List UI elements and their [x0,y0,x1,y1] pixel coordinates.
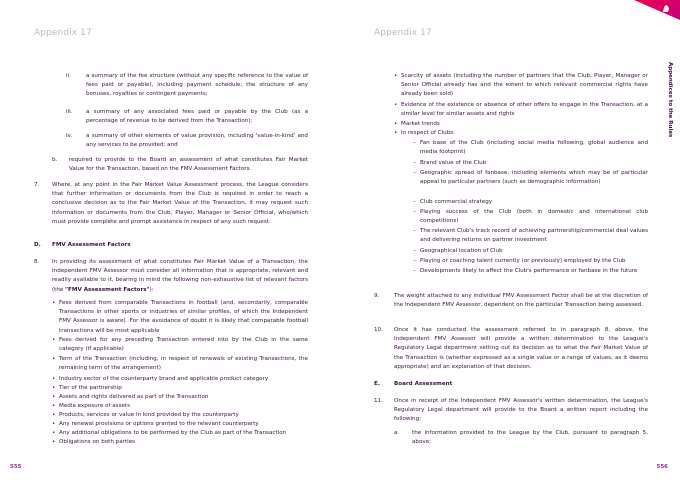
dash-item: – Fan base of the Club (including social media following, global audience and media footprint) [413,140,648,156]
para11-text: Once in receipt of the Independent FMV Assessor's written determination, the League's Regulatory Legal department will provide to the Board a written report including the following: [394,398,648,423]
list-item: • Scarcity of assets (including the number of partners that the Club, Player, Manager or Senior Official already has and the extent to which relevant commercial rights have already been sold) [394,73,648,98]
dash-item: – Brand value of the Club [413,160,487,166]
right-page-header: Appendix 17 [374,28,432,38]
list-item: • In respect of Clubs: [394,130,456,136]
section-side-tab [662,62,678,222]
list-item: • Fees derived for any preceding Transaction entered into by the Club in the same category (if applicable) [52,337,308,353]
side-tab-label: Appendices to the Rules [667,62,673,138]
left-page-header: Appendix 17 [34,28,92,38]
para7-number: 7. [34,182,40,188]
list-item: • Evidence of the existence or absence of other offers to engage in the Transaction, at a similar level for similar assets and rights [394,102,648,118]
dash-item: – Geographic spread of fanbase, including elements which may be of particular appeal to particular partners (such as demographic information) [413,170,648,186]
para10-text: Once it has conducted the assessment referred to in paragraph 8, above, the Independent FMV Assessor will provide a written determination to the League's Regulatory Legal department setting out its decision as to what the Fair Market Value of the Transaction is (whether expressed as a single value or a range of values, as it deems appropriate) and an explanation of that decision. [394,327,648,370]
para11-number: 11. [374,398,383,404]
item-b-text: required to provide to the Board an assessment of what constitutes Fair Market Value for the Transaction, based on the FMV Assessment Factors. [69,157,308,173]
section-e-number: E. [374,381,380,387]
sub-item-number: ii. [66,73,71,79]
sub-item-text: a summary of any associated fees paid or payable by the Club (as a percentage of revenue to be derived from the Transaction); [86,109,308,125]
list-item: • Assets and rights delivered as part of the Transaction [52,394,209,400]
list-item: • Media exposure of assets [52,403,131,409]
lion-crest-icon [660,3,672,15]
right-page [340,0,680,483]
list-item: • Any additional obligations to be performed by the Club as part of the Transaction [52,430,287,436]
list-item: • Obligations on both parties [52,439,136,445]
dash-item: – Geographical location of Club [413,248,503,254]
para8-text: In providing its assessment of what constitutes Fair Market Value of a Transaction, the Independent FMV Assessor must consider all information that is appropriate, relevant and readily available to it, bearing in mind the following non-exhaustive list of relevant factors (the "FMV Assessment Factors"): [52,259,308,293]
list-item: • Industry sector of the counterparty brand and applicable product category [52,376,269,382]
para9-text: The weight attached to any individual FMV Assessment Factor shall be at the discretion of the Independent FMV Assessor, dependent on the particular Transaction being assessed. [394,293,648,309]
dash-item: – Club commercial strategy [413,199,493,205]
section-d-title: FMV Assessment Factors [52,242,131,248]
sub-item-text: a summary of the fee structure (without any specific reference to the value of fees paid or payable), including payment schedule, the structure of any bonuses, royalties or contingent payments; [86,73,308,98]
list-item: • Products, services or value in kind provided by the counterparty [52,412,239,418]
list-item: • Fees derived from comparable Transactions in football (and, secondarily, comparable Transactions in other sports or industries of similar profiles, of which the Independent FMV Assessor is aware). For the avoidance of doubt it is likely that comparable football transactions will be most applicable [52,300,308,334]
item-b-number: b. [52,157,58,163]
dash-item: – Developments likely to affect the Club's performance or fanbase in the future [413,268,638,274]
list-item: • Term of the Transaction (including, in respect of renewals of existing Transactions, the remaining term of the arrangement) [52,356,308,372]
left-page-number: 555 [10,464,22,470]
dash-item: – Playing or coaching talent currently (or previously) employed by the Club [413,258,626,264]
dash-item: – The relevant Club's track record of achieving partnership/commercial deal values and delivering returns on partner investment [413,228,649,244]
para8-number: 8. [34,259,40,265]
list-item: • Any renewal provisions or options granted to the relevant counterparty [52,421,259,427]
sub-item-number: iv. [66,133,73,139]
list-item: • Tier of the partnership [52,385,122,391]
section-e-title: Board Assessment [394,381,453,387]
right-page-number: 556 [656,464,668,470]
sub-item-number: iii. [66,109,73,115]
dash-item: – Playing success of the Club (both in domestic and international club competitions) [413,209,648,225]
para9-number: 9. [374,293,380,299]
section-d-number: D. [34,242,41,248]
para10-number: 10. [374,327,383,333]
sub-item-text: a summary of other elements of value provision, including 'value-in-kind' and any services to be provided; and [86,133,308,149]
item-a-text: the information provided to the League by the Club, pursuant to paragraph 5, above; [412,430,648,446]
item-a-number: a. [394,430,400,436]
para7-text: Where, at any point in the Fair Market Value Assessment process, the League considers that further information or documents from the Club is required in order to reach a conclusive decision as to the Fair Market Value of the Transaction, it may request such information or documents from the Club, Player, Manager or Senior Official, who/which must provide complete and prompt assistance in respect of any such request. [52,182,308,225]
list-item: • Market trends [394,121,440,127]
